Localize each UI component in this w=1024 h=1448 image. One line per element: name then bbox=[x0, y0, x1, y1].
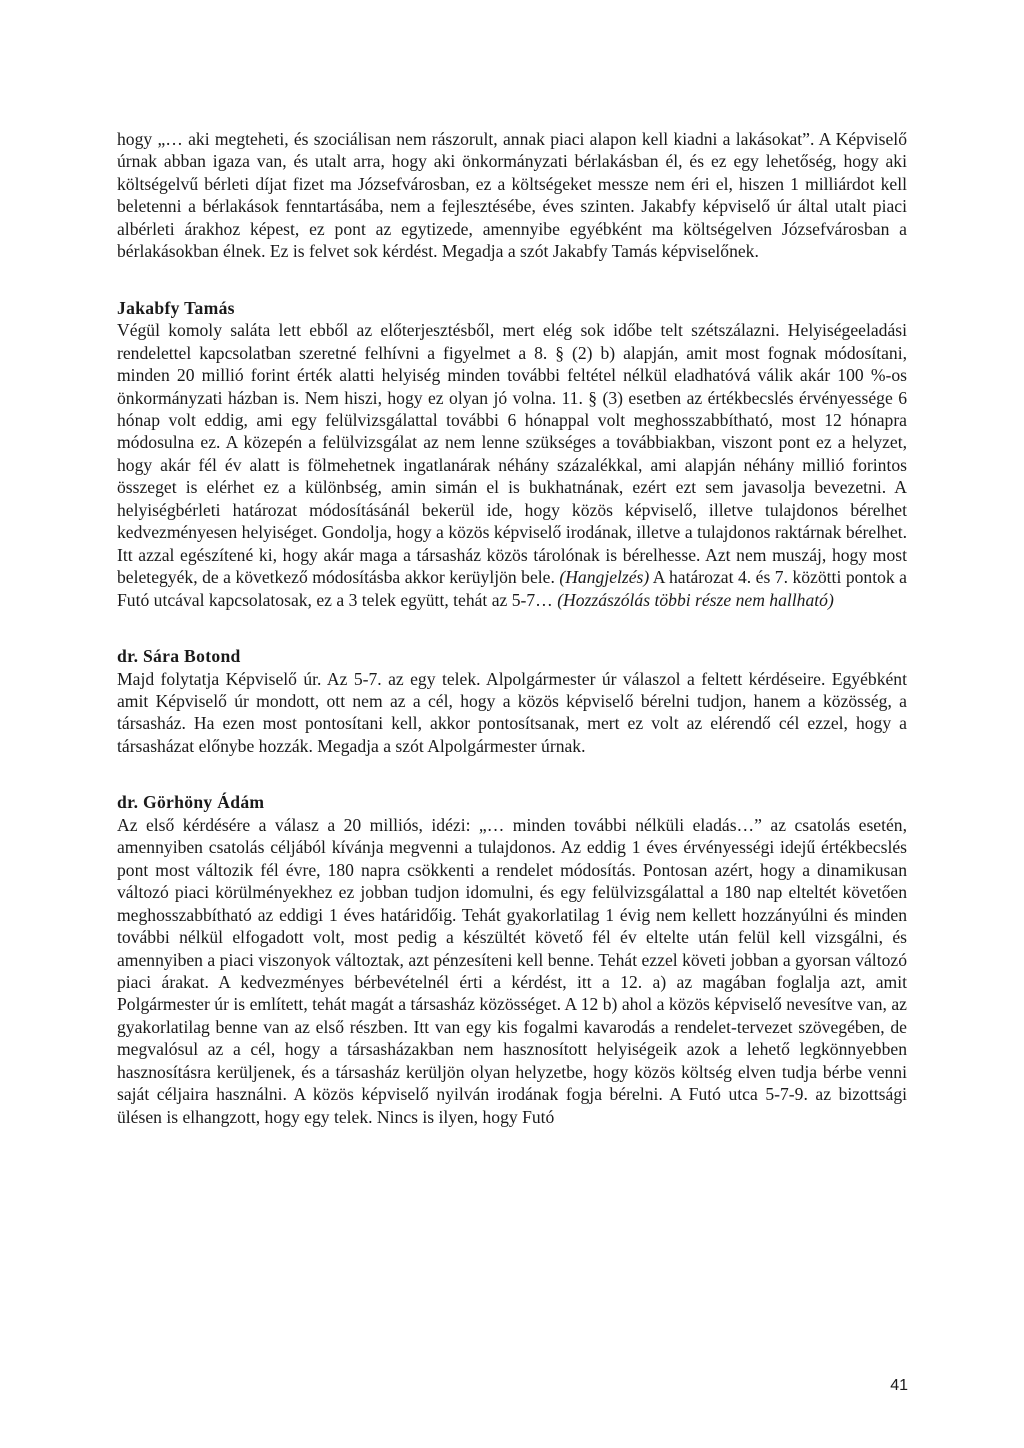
speech-text: Végül komoly saláta lett ebből az előterjesztésből, mert elég sok időbe telt szétszálazni. Helyiségeeladási rendelettel kapcsolatban szeretné felhívni a figyelmet a 8. § (2) b) alapján, amit most fognak módosítani, minden 20 millió forint érték alatti helyiség minden további feltétel nélkül eladhatóvá válik akár 100 %-os önkormányzati házban is. Nem hiszi, hogy ez olyan jó volna. 11. § (3) esetben az értékbecslés érvényessége 6 hónap volt eddig, ami egy felülvizsgálattal további 6 hónappal volt meghosszabbítható, most 12 hónapra módosulna ez. A közepén a felülvizsgálat az nem lenne szükséges a továbbiakban, viszont pont ez a helyzet, hogy akár fél év alatt is fölmehetnek ingatlanárak néhány százalékkal, ami alapján néhány millió forintos összeget is elérhet ez a különbség, amin simán el is bukhatnának, ezért ezt sem javasolja bevezetni. A helyiségbérleti határozat módosításánál bekerül ide, hogy közös képviselő, illetve tulajdonos bérelhet kedvezményesen helyiséget. Gondolja, hogy a közös képviselő irodának, illetve a tulajdonos raktárnak bérelhet. Itt azzal egészítené ki, hogy akár maga a társasház közös tárolónak is bérelhesse. Azt nem muszáj, hogy most beletegyék, de a következő módosításba akkor kerüyljön bele. bbox=[117, 320, 907, 588]
speech-paragraph bbox=[117, 814, 907, 1128]
speech-paragraph bbox=[117, 319, 907, 611]
speaker-name: dr. Sára Botond bbox=[117, 646, 241, 667]
speaker-name: Jakabfy Tamás bbox=[117, 297, 235, 318]
stage-note: (Hozzászólás többi része nem hallható) bbox=[557, 589, 834, 610]
document-body bbox=[117, 128, 907, 1128]
section-gap bbox=[117, 611, 907, 645]
speech-text: A határozat 4. és 7. közötti pontok a Futó utcával kapcsolatosak, ez a 3 telek együtt, tehát az 5-7… bbox=[117, 567, 907, 610]
speech-text: Majd folytatja Képviselő úr. Az 5-7. az egy telek. Alpolgármester úr válaszol a feltett kérdéseire. Egyébként amit Képviselő úr mondott, ott nem az a cél, hogy a közös képviselő bérelni tudjon, hanem a közösség, a társasház. Ha ezen most pontosítani kell, akkor pontosítsanak, mert ez volt az elérendő cél ezzel, hogy a társasházat előnybe hozzák. Megadja a szót Alpolgármester úrnak. bbox=[117, 668, 907, 756]
section-gap bbox=[117, 757, 907, 791]
page-number: 41 bbox=[890, 1377, 908, 1394]
speaker-name: dr. Görhöny Ádám bbox=[117, 792, 265, 813]
section-gap bbox=[117, 263, 907, 297]
speech-text: Az első kérdésére a válasz a 20 milliós, idézi: „… minden további nélküli eladás…” az csatolás esetén, amennyiben csatolás céljából kívánja megvenni a tulajdonos. Az eddig 1 éves érvényességi idejű értékbecslés pont most változik fél évre, 180 napra csökkenti a rendelet módosítás. Pontosan azért, hogy a dinamikusan változó piaci körülményekhez ez jobban tudjon idomulni, és egy felülvizsgálattal a 180 nap elteltét követően meghosszabbítható az eddigi 1 éves határidőig. Tehát gyakorlatilag 1 évig nem kellett hozzányúlni és minden további nélkül elfogadott volt, most pedig a készültét követő fél év eltelte után felül kell vizsgálni, és amennyiben a piaci viszonyok változtak, azt pénzesíteni kell benne. Tehát ezzel követi jobban a gyorsan változó piaci árakat. A kedvezményes bérbevételnél érti a kérdést, itt a 12. a) az magában foglalja azt, amit Polgármester úr is említett, tehát magát a társasház közösséget. A 12 b) ahol a közös képviselő nevesítve van, az gyakorlatilag benne van az első részben. Itt van egy kis fogalmi kavarodás a rendelet-tervezet szövegében, de megvalósul az a cél, hogy a társasházakban nem hasznosított helyiségeik azok a lehető legkönnyebben hasznosításra kerüljenek, és a társasház kerüljön olyan helyzetbe, hogy közös költség elven tudja bérbe venni saját céljaira használni. A közös képviselő nyilván irodának fogja bérelni. A Futó utca 5-7-9. az bizottsági ülésen is elhangzott, hogy egy telek. Nincs is ilyen, hogy Futó bbox=[117, 814, 907, 1127]
speech-paragraph bbox=[117, 668, 907, 758]
intro-paragraph bbox=[117, 128, 907, 263]
intro-text: hogy „… aki megteheti, és szociálisan nem rászorult, annak piaci alapon kell kiadni a lakásokat”. A Képviselő úrnak abban igaza van, és utalt arra, hogy aki önkormányzati bérlakásban él, és ez egy lehetőség, hogy aki költségelvű bérleti díjat fizet ma Józsefvárosban, ez a költségeket messze nem éri el, hiszen 1 milliárdot kell beletenni a bérlakások fenntartásába, nem a fejlesztésébe, éves szinten. Jakabfy képviselő úr által utalt piaci albérleti árakhoz képest, ez pont az egytizede, amennyibe egyébként ma költségelven Józsefvárosban a bérlakásokban élnek. Ez is felvet sok kérdést. Megadja a szót Jakabfy Tamás képviselőnek. bbox=[117, 129, 907, 262]
stage-note: (Hangjelzés) bbox=[559, 567, 650, 588]
